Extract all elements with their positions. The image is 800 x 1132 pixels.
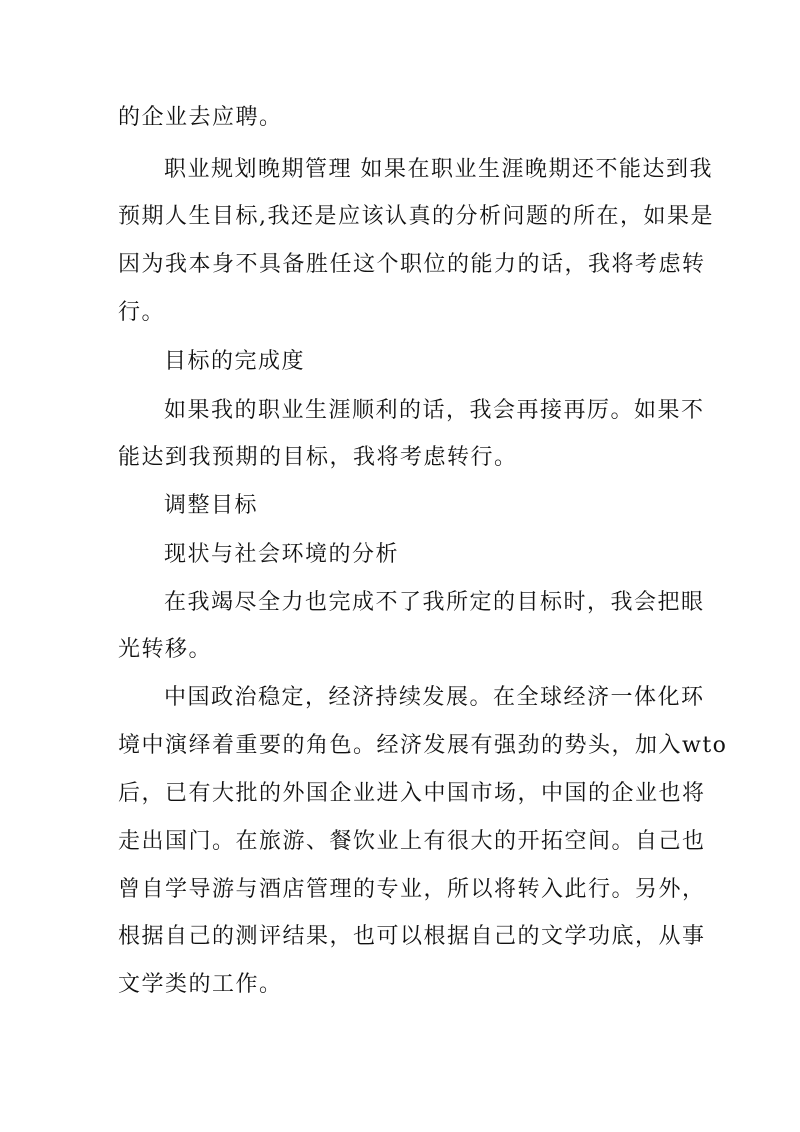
- text-line: 后，已有大批的外国企业进入中国市场，中国的企业也将: [118, 781, 706, 806]
- section-heading: 调整目标: [164, 493, 259, 518]
- text-line: 文学类的工作。: [118, 972, 283, 997]
- paragraph-heading-line: 职业规划晚期管理 如果在职业生涯晚期还不能达到我: [164, 157, 713, 182]
- paragraph-line: 在我竭尽全力也完成不了我所定的目标时，我会把眼: [164, 590, 705, 615]
- text-line: 的企业去应聘。: [118, 105, 283, 130]
- paragraph-line: 如果我的职业生涯顺利的话，我会再接再厉。如果不: [164, 398, 705, 423]
- text-line: 行。: [118, 300, 166, 325]
- text-line: 光转移。: [118, 637, 213, 662]
- section-heading: 目标的完成度: [164, 349, 306, 374]
- text-line: 走出国门。在旅游、餐饮业上有很大的开拓空间。自己也: [118, 829, 706, 854]
- text-line: 根据自己的测评结果，也可以根据自己的文学功底，从事: [118, 924, 706, 949]
- section-heading: 现状与社会环境的分析: [164, 542, 400, 567]
- text-line: 能达到我预期的目标，我将考虑转行。: [118, 445, 518, 470]
- text-line: 曾自学导游与酒店管理的专业，所以将转入此行。另外，: [118, 877, 706, 902]
- paragraph-line: 中国政治稳定，经济持续发展。在全球经济一体化环: [164, 685, 705, 710]
- text-line: 因为我本身不具备胜任这个职位的能力的话，我将考虑转: [118, 252, 706, 277]
- text-line: 境中演绎着重要的角色。经济发展有强劲的势头，加入wto: [118, 733, 728, 758]
- text-line: 预期人生目标,我还是应该认真的分析问题的所在，如果是: [118, 204, 714, 229]
